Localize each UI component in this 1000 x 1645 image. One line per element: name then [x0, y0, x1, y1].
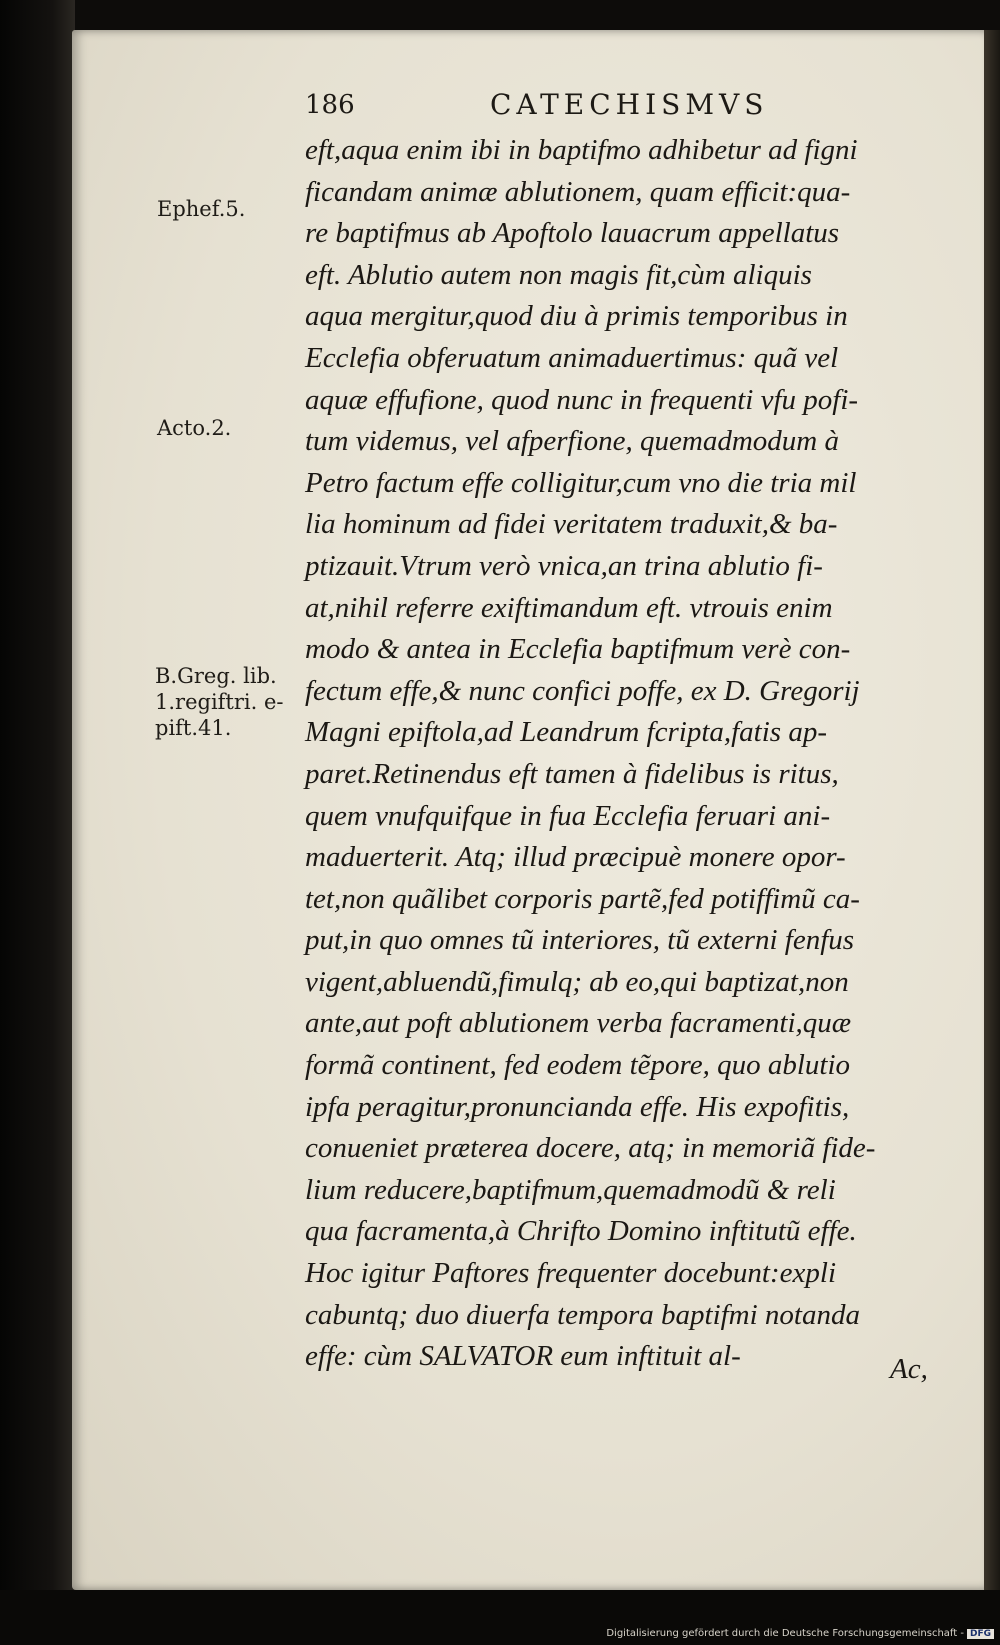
text-line: effe: cùm SALVATOR eum inftituit al- [305, 1340, 741, 1373]
text-line: at,nihil referre exiftimandum eft. vtrouis enim [305, 591, 833, 624]
running-title: CATECHISMVS [490, 88, 769, 121]
text-line: ficandam animæ ablutionem, quam efficit:qua- [305, 175, 851, 208]
text-line: qua facramenta,à Chrifto Domino inftitutũ effe. [305, 1215, 857, 1248]
text-line: Hoc igitur Paftores frequenter docebunt:expli [305, 1257, 837, 1290]
dfg-logo: DFG [967, 1629, 994, 1639]
text-line: ante,aut poft ablutionem verba facramenti,quæ [305, 1007, 852, 1040]
text-line: lia hominum ad fidei veritatem traduxit,& ba- [305, 508, 838, 541]
text-line: conueniet præterea docere, atq; in memoriã fide- [305, 1132, 876, 1165]
main-text-block [305, 130, 955, 1378]
text-line: Petro factum effe colligitur,cum vno die tria mil [305, 466, 857, 499]
text-line: ptizauit.Vtrum verò vnica,an trina ablutio fi- [305, 549, 823, 582]
book-gutter-shadow [0, 0, 75, 1645]
text-line: vigent,abluendũ,fimulq; ab eo,qui baptizat,non [305, 965, 849, 998]
text-line: tet,non quãlibet corporis partẽ,fed potiffimũ ca- [305, 882, 860, 915]
text-line: modo & antea in Ecclefia baptifmum verè con- [305, 633, 851, 666]
text-line: paret.Retinendus eft tamen à fidelibus is ritus, [305, 757, 839, 790]
margin-note-gregory: B.Greg. lib. 1.regiftri. e- pift.41. [155, 664, 284, 740]
margin-note-acts: Acto.2. [157, 416, 232, 440]
text-line: aquæ effufione, quod nunc in frequenti vfu pofi- [305, 383, 859, 416]
text-line: put,in quo omnes tũ interiores, tũ externi fenfus [305, 924, 855, 957]
text-line: fectum effe,& nunc confici poffe, ex D. Gregorij [305, 674, 860, 707]
page-number: 186 [305, 90, 355, 120]
text-line: eft,aqua enim ibi in baptifmo adhibetur ad figni [305, 134, 858, 166]
text-line: Magni epiftola,ad Leandrum fcripta,fatis ap- [305, 716, 827, 749]
text-line: eft. Ablutio autem non magis fit,cùm aliquis [305, 258, 812, 291]
text-line: Ecclefia obferuatum animaduertimus: quã vel [305, 341, 839, 374]
digitization-credit [606, 1628, 994, 1639]
text-line: re baptifmus ab Apoftolo lauacrum appellatus [305, 217, 840, 250]
text-line: ipfa peragitur,pronuncianda effe. His expofitis, [305, 1090, 850, 1123]
text-line: maduerterit. Atq; illud præcipuè monere opor- [305, 841, 846, 874]
text-line: cabuntq; duo diuerfa tempora baptifmi notanda [305, 1298, 860, 1331]
credit-text: Digitalisierung gefördert durch die Deutsche Forschungsgemeinschaft - [606, 1628, 964, 1639]
page-edge [984, 30, 1000, 1590]
text-line: formã continent, fed eodem tẽpore, quo ablutio [305, 1049, 850, 1082]
margin-note-ephesians: Ephef.5. [157, 197, 246, 221]
text-line: lium reducere,baptifmum,quemadmodũ & reli [305, 1173, 836, 1206]
text-line: aqua mergitur,quod diu à primis temporibus in [305, 300, 848, 333]
catchword: Ac, [890, 1353, 928, 1385]
text-line: quem vnufquifque in fua Ecclefia feruari ani- [305, 799, 831, 832]
text-line: tum videmus, vel afperfione, quemadmodum à [305, 425, 839, 458]
